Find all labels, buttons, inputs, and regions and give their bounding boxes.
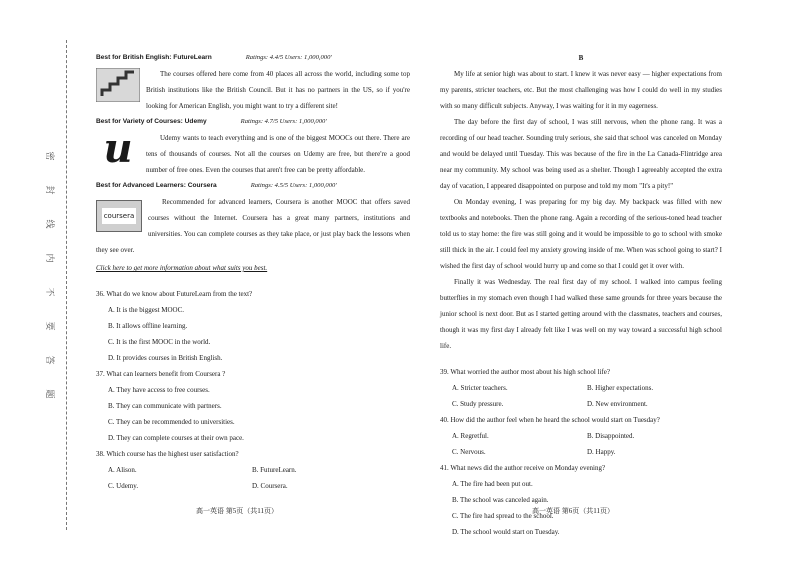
question: 41. What news did the author receive on Monday evening? <box>440 464 606 472</box>
binding-labels <box>44 150 58 400</box>
course-description: Recommended for advanced learners, Coursera is another MOOC that offers saved courses without the Internet. Coursera has a great many partners, institutions and universities. You can complete courses as they take place, or just play back the lessons when they see over. <box>96 198 410 254</box>
binding-dashed-line <box>66 40 67 530</box>
option: A. Alison. <box>108 466 137 474</box>
option: C. Udemy. <box>108 482 139 490</box>
option: B. They can communicate with partners. <box>108 402 222 410</box>
option: B. Higher expectations. <box>587 384 654 392</box>
option: D. Happy. <box>587 448 616 456</box>
binding-char: 封 <box>45 185 55 195</box>
option-row <box>96 462 410 478</box>
option: D. New environment. <box>587 400 648 408</box>
binding-char: 要 <box>45 321 55 331</box>
option-row <box>440 380 722 396</box>
course-description: Udemy wants to teach everything and is one of the biggest MOOCs out there. There are tens of thousands of courses. Not all the courses on Udemy are free, but there're a good number of free ones. Even the courses that aren't free can be pretty affordable. <box>146 134 410 174</box>
option-row <box>96 478 410 494</box>
passage-paragraph: Finally it was Wednesday. The real first day of my school. I walked into campus feeling butterflies in my stomach even though I had walked these same grounds for three years because the junior school is next door. But as I started getting around with the classmates, teachers and courses, though it was my first day I already felt like I was well on my way toward a successful high school life. <box>440 278 722 350</box>
course-block <box>96 194 410 258</box>
course-block <box>96 66 410 114</box>
course-description: The courses offered here come from 40 places all across the world, including some top British institutions like the British Council. But it has no partners in the US, so if you're looking for American English, you might want to try a different site! <box>146 70 410 110</box>
passage-paragraph: On Monday evening, I was preparing for my big day. My backpack was filled with new textbooks and notebooks. Then the phone rang. Again a recording of the serious-toned head teacher told us to stay home: the fire was still going and it would be impossible to go to school with smoke still thick in the air. I could feel my anxiety growing inside of me. When was school going to start? I wished the first day of school would hurry up and come so that I could get it over with. <box>440 198 722 270</box>
option: A. It is the biggest MOOC. <box>108 306 185 314</box>
question: 40. How did the author feel when he heard the school would start on Tuesday? <box>440 416 660 424</box>
option: C. The fire had spread to the school. <box>452 512 554 520</box>
option-row <box>440 428 722 444</box>
left-column <box>96 50 410 494</box>
option: A. The fire had been put out. <box>452 480 533 488</box>
coursera-logo-icon: coursera <box>96 200 142 232</box>
option: C. Nervous. <box>452 448 486 456</box>
course-heading: Best for Advanced Learners: Coursera Ratings: 4.5/5 Users: 1,000,000' <box>96 182 337 189</box>
option: C. They can be recommended to universities. <box>108 418 235 426</box>
option: A. Regretful. <box>452 432 489 440</box>
question: 37. What can learners benefit from Coursera ? <box>96 370 226 378</box>
question: 39. What worried the author most about his high school life? <box>440 368 610 376</box>
option: C. It is the first MOOC in the world. <box>108 338 211 346</box>
page-footer-left: 高一英语 第5页（共11页） <box>196 507 278 515</box>
option: B. The school was canceled again. <box>452 496 549 504</box>
right-column <box>440 50 722 540</box>
binding-char: 答 <box>45 355 55 365</box>
option: D. The school would start on Tuesday. <box>452 528 560 536</box>
option: A. Stricter teachers. <box>452 384 508 392</box>
option: D. They can complete courses at their own pace. <box>108 434 244 442</box>
option-row <box>440 444 722 460</box>
option: D. It provides courses in British English. <box>108 354 223 362</box>
section-title: B <box>578 54 584 62</box>
option-row <box>440 396 722 412</box>
binding-char: 密 <box>45 151 55 161</box>
option: A. They have access to free courses. <box>108 386 210 394</box>
option: C. Study pressure. <box>452 400 504 408</box>
option: B. FutureLearn. <box>252 466 297 474</box>
option: B. Disappointed. <box>587 432 635 440</box>
course-heading: Best for British English: FutureLearn Ratings: 4.4/5 Users: 1,000,000' <box>96 54 332 61</box>
option: B. It allows offline learning. <box>108 322 188 330</box>
course-heading: Best for Variety of Courses: Udemy Ratings: 4.7/5 Users: 1,000,000' <box>96 118 327 125</box>
binding-char: 内 <box>45 253 55 263</box>
question: 38. Which course has the highest user satisfaction? <box>96 450 239 458</box>
course-block <box>96 130 410 178</box>
futurelearn-logo-icon <box>96 68 140 102</box>
binding-char: 题 <box>45 389 55 399</box>
udemy-logo-icon: u <box>103 130 133 172</box>
binding-char: 线 <box>45 219 55 229</box>
option: D. Coursera. <box>252 482 288 490</box>
question: 36. What do we know about FutureLearn from the text? <box>96 290 253 298</box>
more-info-link[interactable]: Click here to get more information about what suits you best. <box>96 264 268 272</box>
passage-paragraph: The day before the first day of school, I was still nervous, when the phone rang. It was a recording of our head teacher. Sounding truly serious, she said that school was canceled on Monday and would be delayed until Tuesday. This was because of the fire in the La Canada-Flintridge area near my community. My school was being used as a shelter. Though I agreeably accepted the extra day of vacation, I appeared disappointed on purpose and told my mom "It's a pity!" <box>440 118 722 190</box>
passage-paragraph: My life at senior high was about to start. I knew it was never easy — higher expectations from my parents, stricter teachers, etc. But the most challenging was how I could do well in my studies with so many difficult subjects. Anyway, I was waiting for it in my eagerness. <box>440 70 722 110</box>
binding-char: 不 <box>45 287 55 297</box>
page-footer-right: 高一英语 第6页（共11页） <box>532 507 614 515</box>
